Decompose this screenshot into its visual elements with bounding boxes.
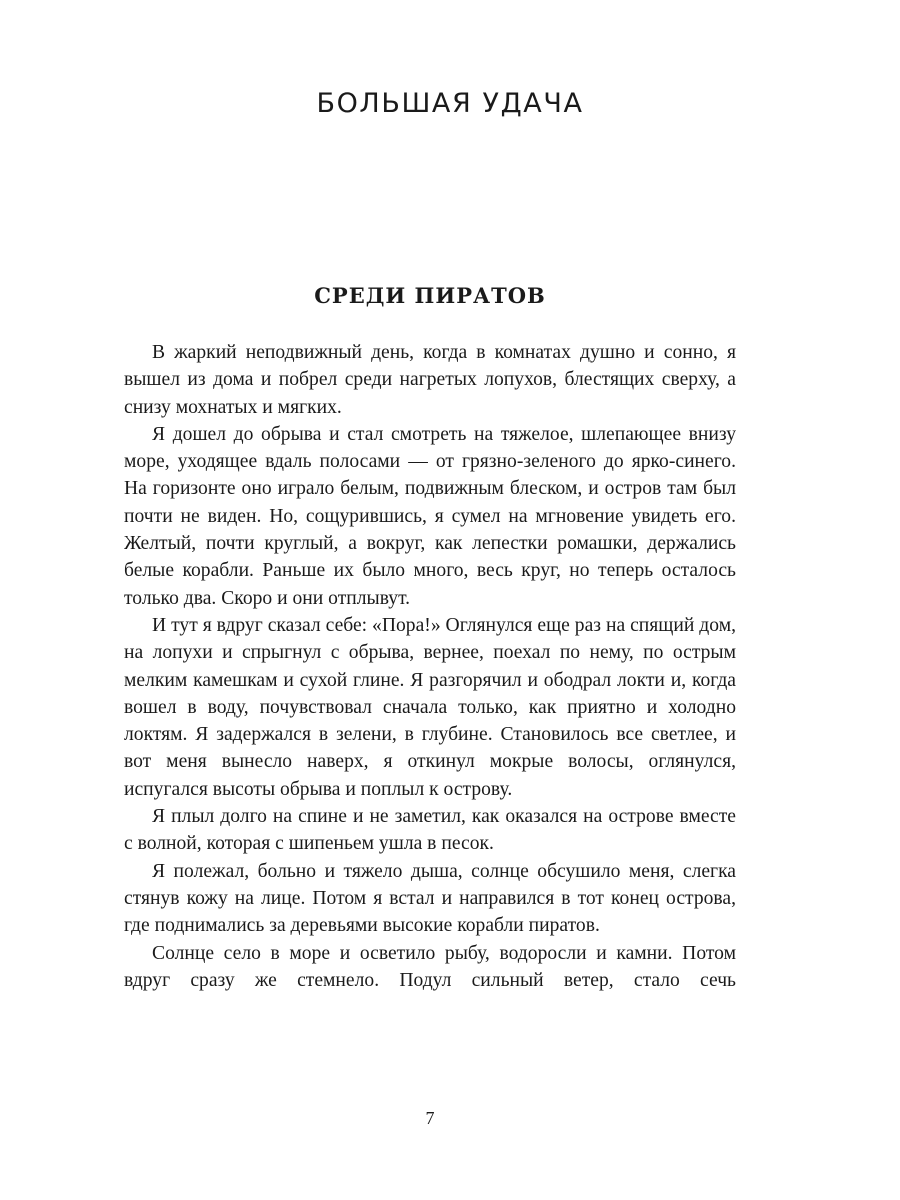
page-number: 7 [425,1108,435,1128]
paragraph: Я плыл долго на спине и не заметил, как оказался на острове вместе с волной, которая с шипеньем ушла в песок. [124,806,736,855]
paragraph-last: Солнце село в море и осветило рыбу, водоросли и камни. Потом вдруг сразу же стемнело. Подул сильный ветер, стало сечь [124,942,736,991]
paragraph: В жаркий неподвижный день, когда в комнатах душно и сонно, я вышел из дома и побрел среди нагретых лопухов, блестящих сверху, а снизу мохнатых и мягких. [124,342,736,418]
book-title: БОЛЬШАЯ УДАЧА [316,88,584,119]
chapter-title: СРЕДИ ПИРАТОВ [314,283,546,308]
paragraph: Я полежал, больно и тяжело дыша, солнце обсушило меня, слегка стянув кожу на лице. Потом я встал и направился в тот конец острова, где поднимались за деревьями высокие корабли пиратов. [124,860,736,937]
paragraph: И тут я вдруг сказал себе: «Пора!» Оглянулся еще раз на спящий дом, на лопухи и спрыгнул с обрыва, вернее, поехал по нему, по острым мелким камешкам и сухой глине. Я разгорячил и ободрал локти и, когда вошел в воду, почувствовал сначала только, как приятно и холодно локтям. Я задержался в зелени, в глубине. Становилось все светлее, и вот меня вынесло наверх, я откинул мокрые волосы, оглянулся, испугался высоты обрыва и поплыл к острову. [124,614,736,800]
body-text [124,339,736,994]
paragraph: Я дошел до обрыва и стал смотреть на тяжелое, шлепающее внизу море, уходящее вдаль полосами — от грязно-зеленого до ярко-синего. На горизонте оно играло белым, подвижным блеском, и остров там был почти не виден. Но, сощурившись, я сумел на мгновение увидеть его. Желтый, почти круглый, а вокруг, как лепестки ромашки, держались белые корабли. Раньше их было много, весь круг, но теперь осталось только два. Скоро и они отплывут. [124,423,736,609]
